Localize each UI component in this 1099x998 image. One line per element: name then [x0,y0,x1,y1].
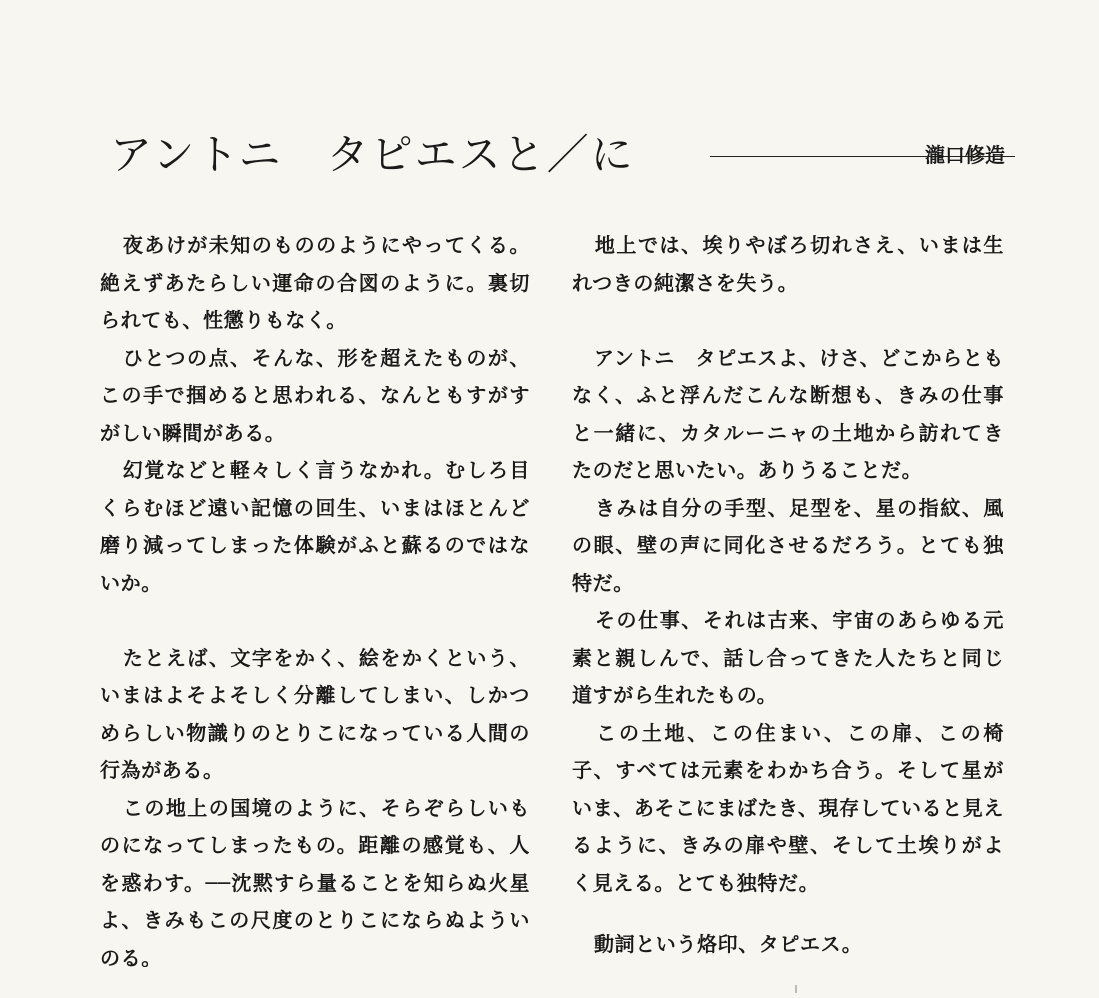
print-mark [795,985,797,993]
paragraph: ひとつの点、そんな、形を超えたものが、この手で掴めると思われる、なんともすがすがしい瞬間がある。 [100,345,530,445]
page-title: アントニ タピエスと／に [110,130,635,179]
paragraph: 地上では、埃りやぼろ切れさえ、いまは生れつきの純潔さを失う。 [572,233,1004,295]
paragraph: 幻覚などと軽々しく言うなかれ。むしろ目くらむほど遠い記憶の回生、いまはほとんど磨り減ってしまった体験がふと蘇るのではないか。 [100,458,530,595]
paragraph: たとえば、文字をかく、絵をかくという、いまはよそよそしく分離してしまい、しかつめらしい物識りのとりこになっている人間の行為がある。 [100,645,530,782]
paragraph: 動詞という烙印、タピエス。 [594,932,863,956]
right-column [572,227,1004,967]
paragraph: その仕事、それは古来、宇宙のあらゆる元素と親しんで、話し合ってきた人たちと同じ道すがら生れたもの。 [572,608,1004,707]
author-name: 瀧口修造 [925,143,1005,167]
paragraph-gap [572,302,1004,340]
paragraph: きみは自分の手型、足型を、星の指紋、風の眼、壁の声に同化させるだろう。とても独特だ。 [572,495,1004,595]
paragraph-gap [572,902,1004,926]
paragraph: 夜あけが未知のもののようにやってくる。絶えずあたらしい運命の合図のように。裏切られても、性懲りもなく。 [100,233,530,332]
paragraph: この土地、この住まい、この扉、この椅子、すべては元素をわかち合う。そして星がいま、あそこにまばたき、現存していると見えるように、きみの扉や壁、そして土埃りがよく見える。とても独特だ。 [572,720,1004,895]
paragraph-gap [100,602,530,640]
left-column [100,227,530,967]
paragraph: アントニ タピエスよ、けさ、どこからともなく、ふと浮んだこんな断想も、きみの仕事と一緒に、カタルーニャの土地から訪れてきたのだと思いたい。ありうることだ。 [572,345,1004,482]
paragraph: この地上の国境のように、そらぞらしいものになってしまったもの。距離の感覚も、人を惑わす。──沈黙すら量ることを知らぬ火星よ、きみもこの尺度のとりこにならぬよういのる。 [100,795,530,967]
title-row [110,125,1005,185]
